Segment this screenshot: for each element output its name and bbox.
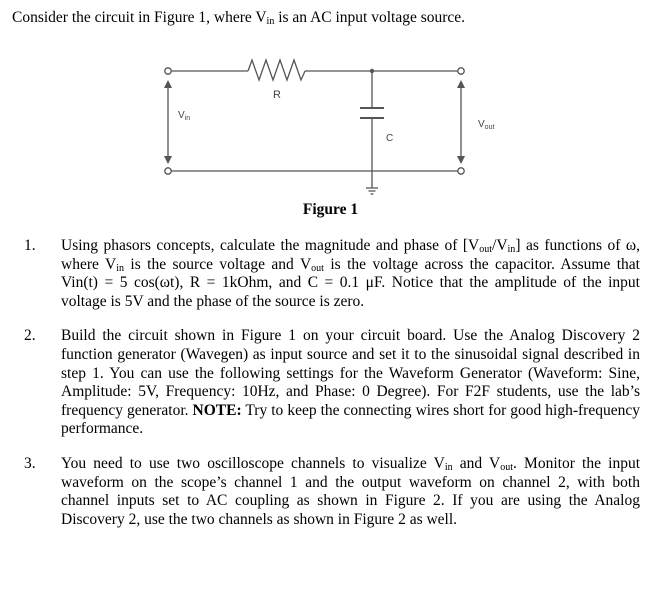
vout-arrow-up-icon: [457, 80, 465, 88]
figure-caption: Figure 1: [302, 201, 359, 218]
intro-text: Consider the circuit in Figure 1, where $V_{in}$ is an AC input voltage source.: [12, 9, 466, 27]
junction-dot: [370, 69, 374, 73]
vin-label: $V_{in}$: [178, 110, 191, 122]
step-number: 3.: [24, 454, 36, 472]
vout-arrow-down-icon: [457, 156, 465, 164]
ground-icon: [366, 188, 378, 194]
step-item: [24, 327, 640, 439]
vin-arrow-down-icon: [164, 156, 172, 164]
instruction-steps: [24, 237, 640, 545]
step-number: 1.: [24, 237, 36, 254]
step-text: Using phasors concepts, calculate the magnitude and phase of $[V_{out}/V_{in}]$ as functions of ω, where $V_{in}$ is the source voltage and $V_{out}$ is the voltage across the capacitor. Assume that Vin(t) = 5 cos(ωt), R = 1kOhm, and C = 0.1 μF. Notice that the amplitude of the input voltage is 5V and the phase of the source is zero.: [61, 237, 641, 310]
terminal-top-right: [458, 68, 464, 74]
resistor-label: R: [273, 89, 281, 101]
step-item: [24, 455, 640, 529]
capacitor-label: C: [386, 133, 394, 144]
terminal-top-left: [165, 68, 171, 74]
terminal-bottom-right: [458, 168, 464, 174]
terminal-bottom-left: [165, 168, 171, 174]
step-number: 2.: [24, 327, 36, 345]
step-text: You need to use two oscilloscope channels to visualize $V_{in}$ and $V_{out}$. Monitor the input waveform on the scope’s channel 1 and the output waveform on channel 2, with both channel inputs set to AC coupling as shown in Figure 2. If you are using the Analog Discovery 2, use the two channels as shown in Figure 2 as well.: [61, 454, 641, 528]
resistor-zigzag: [248, 60, 305, 80]
step-text: Build the circuit shown in Figure 1 on your circuit board. Use the Analog Discovery 2 function generator (Wavegen) as input source and set it to the sinusoidal signal described in step 1. You can use the following settings for the Waveform Generator (Waveform: Sine, Amplitude: 5V, Frequency: 10Hz, and Phase: 0 Degree). For F2F students, use the lab’s frequency generator. NOTE: Try to keep the connecting wires short for good high-frequency performance.: [61, 327, 640, 438]
vin-arrow-up-icon: [164, 80, 172, 88]
vout-label: $V_{out}$: [478, 119, 495, 131]
step-item: [24, 237, 640, 311]
